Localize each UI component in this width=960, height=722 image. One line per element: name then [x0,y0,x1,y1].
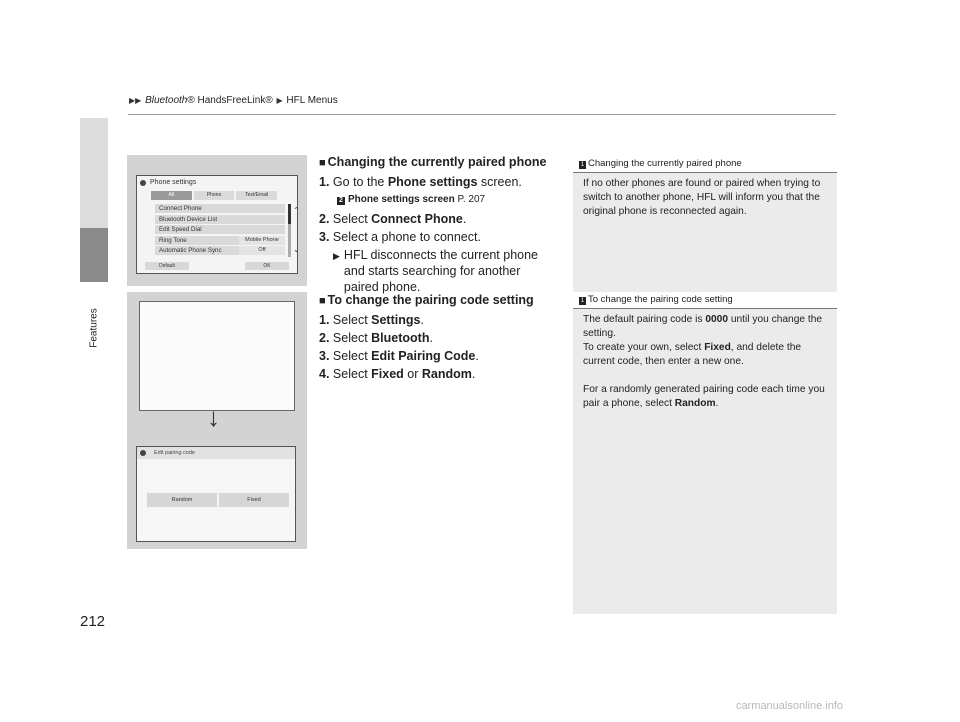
screen-title [140,450,195,456]
step-text: Select [332,367,372,381]
note-pairing-code [573,292,837,411]
step-text: Select [332,212,372,226]
screenshot-panel-phone-settings [127,155,307,286]
blank-screen [139,301,295,411]
section-heading [319,292,569,309]
breadcrumb-handsfreelink: ® HandsFreeLink® [187,95,273,106]
tab-all[interactable]: All [151,191,192,200]
step-bold-text: Bluetooth [371,331,430,345]
section-change-paired-phone [319,154,569,295]
step-text: . [462,212,467,226]
section-heading-text: To change the pairing code setting [327,293,534,307]
breadcrumb-arrow-icon: ▶ [276,96,283,105]
note-text: For a randomly generated pairing code each time you pair a phone, select [583,384,825,409]
side-tab-text: Features [88,308,100,348]
step-text: or [403,367,422,381]
step-3 [319,229,569,245]
phone-settings-screen [136,175,298,274]
list-item[interactable] [155,246,285,255]
screen-buttons [145,262,289,270]
note-bold-text: 0000 [705,314,728,325]
step-3-result [333,247,569,295]
note-paragraph [583,341,827,369]
step-1 [319,312,569,328]
list-item-label: Connect Phone [159,205,202,212]
page-number: 212 [80,613,106,630]
breadcrumb-hfl-menus: HFL Menus [286,95,338,106]
side-tab-label [80,288,108,368]
reference-page: P. 207 [457,194,486,205]
note-paragraph [583,383,827,411]
pairing-buttons [147,493,289,507]
ok-button[interactable]: OK [245,262,289,270]
step-text: Select [332,313,372,327]
step-number: 1. [319,175,330,189]
step-4 [319,366,569,382]
list-item-value: Mobile Phone [239,236,285,245]
reference-icon: 2 [337,197,345,205]
scroll-up-icon[interactable]: ⌃ [293,206,300,215]
note-heading [573,156,837,173]
side-notes [573,156,837,614]
step-bold-text: Settings [371,313,421,327]
note-paragraph: If no other phones are found or paired when trying to switch to another phone, HFL will inform you that the original phone is reconnected again. [583,178,821,217]
step-text: . [429,331,433,345]
random-button[interactable]: Random [147,493,217,507]
back-icon [140,180,146,186]
list-item-value: Off [239,246,285,255]
step-number: 3. [319,349,330,363]
step-text: . [471,367,476,381]
edit-pairing-code-screen [136,446,296,542]
back-icon [140,450,146,456]
step-text: Select a phone to connect. [332,230,481,244]
breadcrumb-arrow-icon: ▶▶ [129,96,142,105]
list-item[interactable] [155,236,285,245]
step-text: Go to the [332,175,388,189]
note-marker-icon: 1 [580,298,585,304]
note-title: To change the pairing code setting [588,294,733,305]
note-paragraph [583,313,827,341]
watermark: carmanualsonline.info [736,700,844,712]
tab-phone[interactable]: Phone [194,191,235,200]
step-number: 2. [319,212,330,226]
section-heading-text: Changing the currently paired phone [327,155,547,169]
screen-title [140,179,196,186]
step-2 [319,330,569,346]
down-arrow-icon: ↓ [207,402,220,432]
scroll-down-icon[interactable]: ⌄ [293,245,300,254]
section-heading [319,154,569,171]
heading-square-icon: ■ [319,157,326,169]
screen-tabs [151,191,277,200]
list-item[interactable] [155,215,285,224]
screenshot-panel-pairing-code [127,292,307,549]
step-3 [319,348,569,364]
step-text: screen. [477,175,522,189]
note-marker-icon: 1 [580,162,585,168]
step-number: 1. [319,313,330,327]
screen-title-text: Phone settings [150,179,197,186]
step-bold-text: Phone settings [387,175,478,189]
step-bold-text: Edit Pairing Code [371,349,476,363]
note-bold-text: Random [674,398,716,409]
step-bold-text: Connect Phone [371,212,463,226]
result-arrow-icon: ▶ [333,251,340,261]
default-button[interactable]: Default [145,262,189,270]
note-bold-text: Fixed [704,342,731,353]
section-pairing-code [319,292,569,384]
note-text: The default pairing code is [583,314,706,325]
step-2 [319,211,569,227]
reference-label: Phone settings screen [348,194,455,205]
step-text: Select [332,349,372,363]
note-text: To create your own, select [583,342,705,353]
note-text: until you change the setting. [583,314,823,339]
list-item-label: Edit Speed Dial [159,226,202,233]
note-text: , and delete the current code, then enter a new one. [583,342,802,367]
screen-title-text: Edit pairing code [154,450,195,456]
breadcrumb-bluetooth: Bluetooth [145,95,188,106]
step-bold-text: Random [421,367,472,381]
step-number: 4. [319,367,330,381]
note-change-paired-phone [573,156,837,219]
step-text: . [475,349,479,363]
step-1 [319,174,569,190]
note-body [573,309,837,411]
step-number: 2. [319,331,330,345]
step-bold-text: Fixed [371,367,404,381]
list-item-label: Bluetooth Device List [159,215,218,223]
side-tab-marker [80,228,108,282]
breadcrumb [128,95,338,106]
step-text: Select [332,331,372,345]
list-item[interactable] [155,204,285,213]
list-item-label: Automatic Phone Sync [159,247,222,254]
heading-square-icon: ■ [319,295,326,307]
note-body [573,173,837,219]
result-text: HFL disconnects the current phone and starts searching for another paired phone. [343,248,539,294]
settings-list [155,204,285,257]
note-heading [573,292,837,309]
cross-reference[interactable] [337,192,569,208]
side-tab [80,118,108,228]
note-text: . [715,398,719,409]
note-title: Changing the currently paired phone [588,158,742,169]
scrollbar-thumb[interactable] [288,204,291,224]
fixed-button[interactable]: Fixed [219,493,289,507]
header-divider [128,114,836,115]
tab-text-email[interactable]: Text/Email [236,191,277,200]
step-text: . [420,313,424,327]
step-number: 3. [319,230,330,244]
list-item[interactable] [155,225,285,234]
list-item-label: Ring Tone [159,236,187,244]
